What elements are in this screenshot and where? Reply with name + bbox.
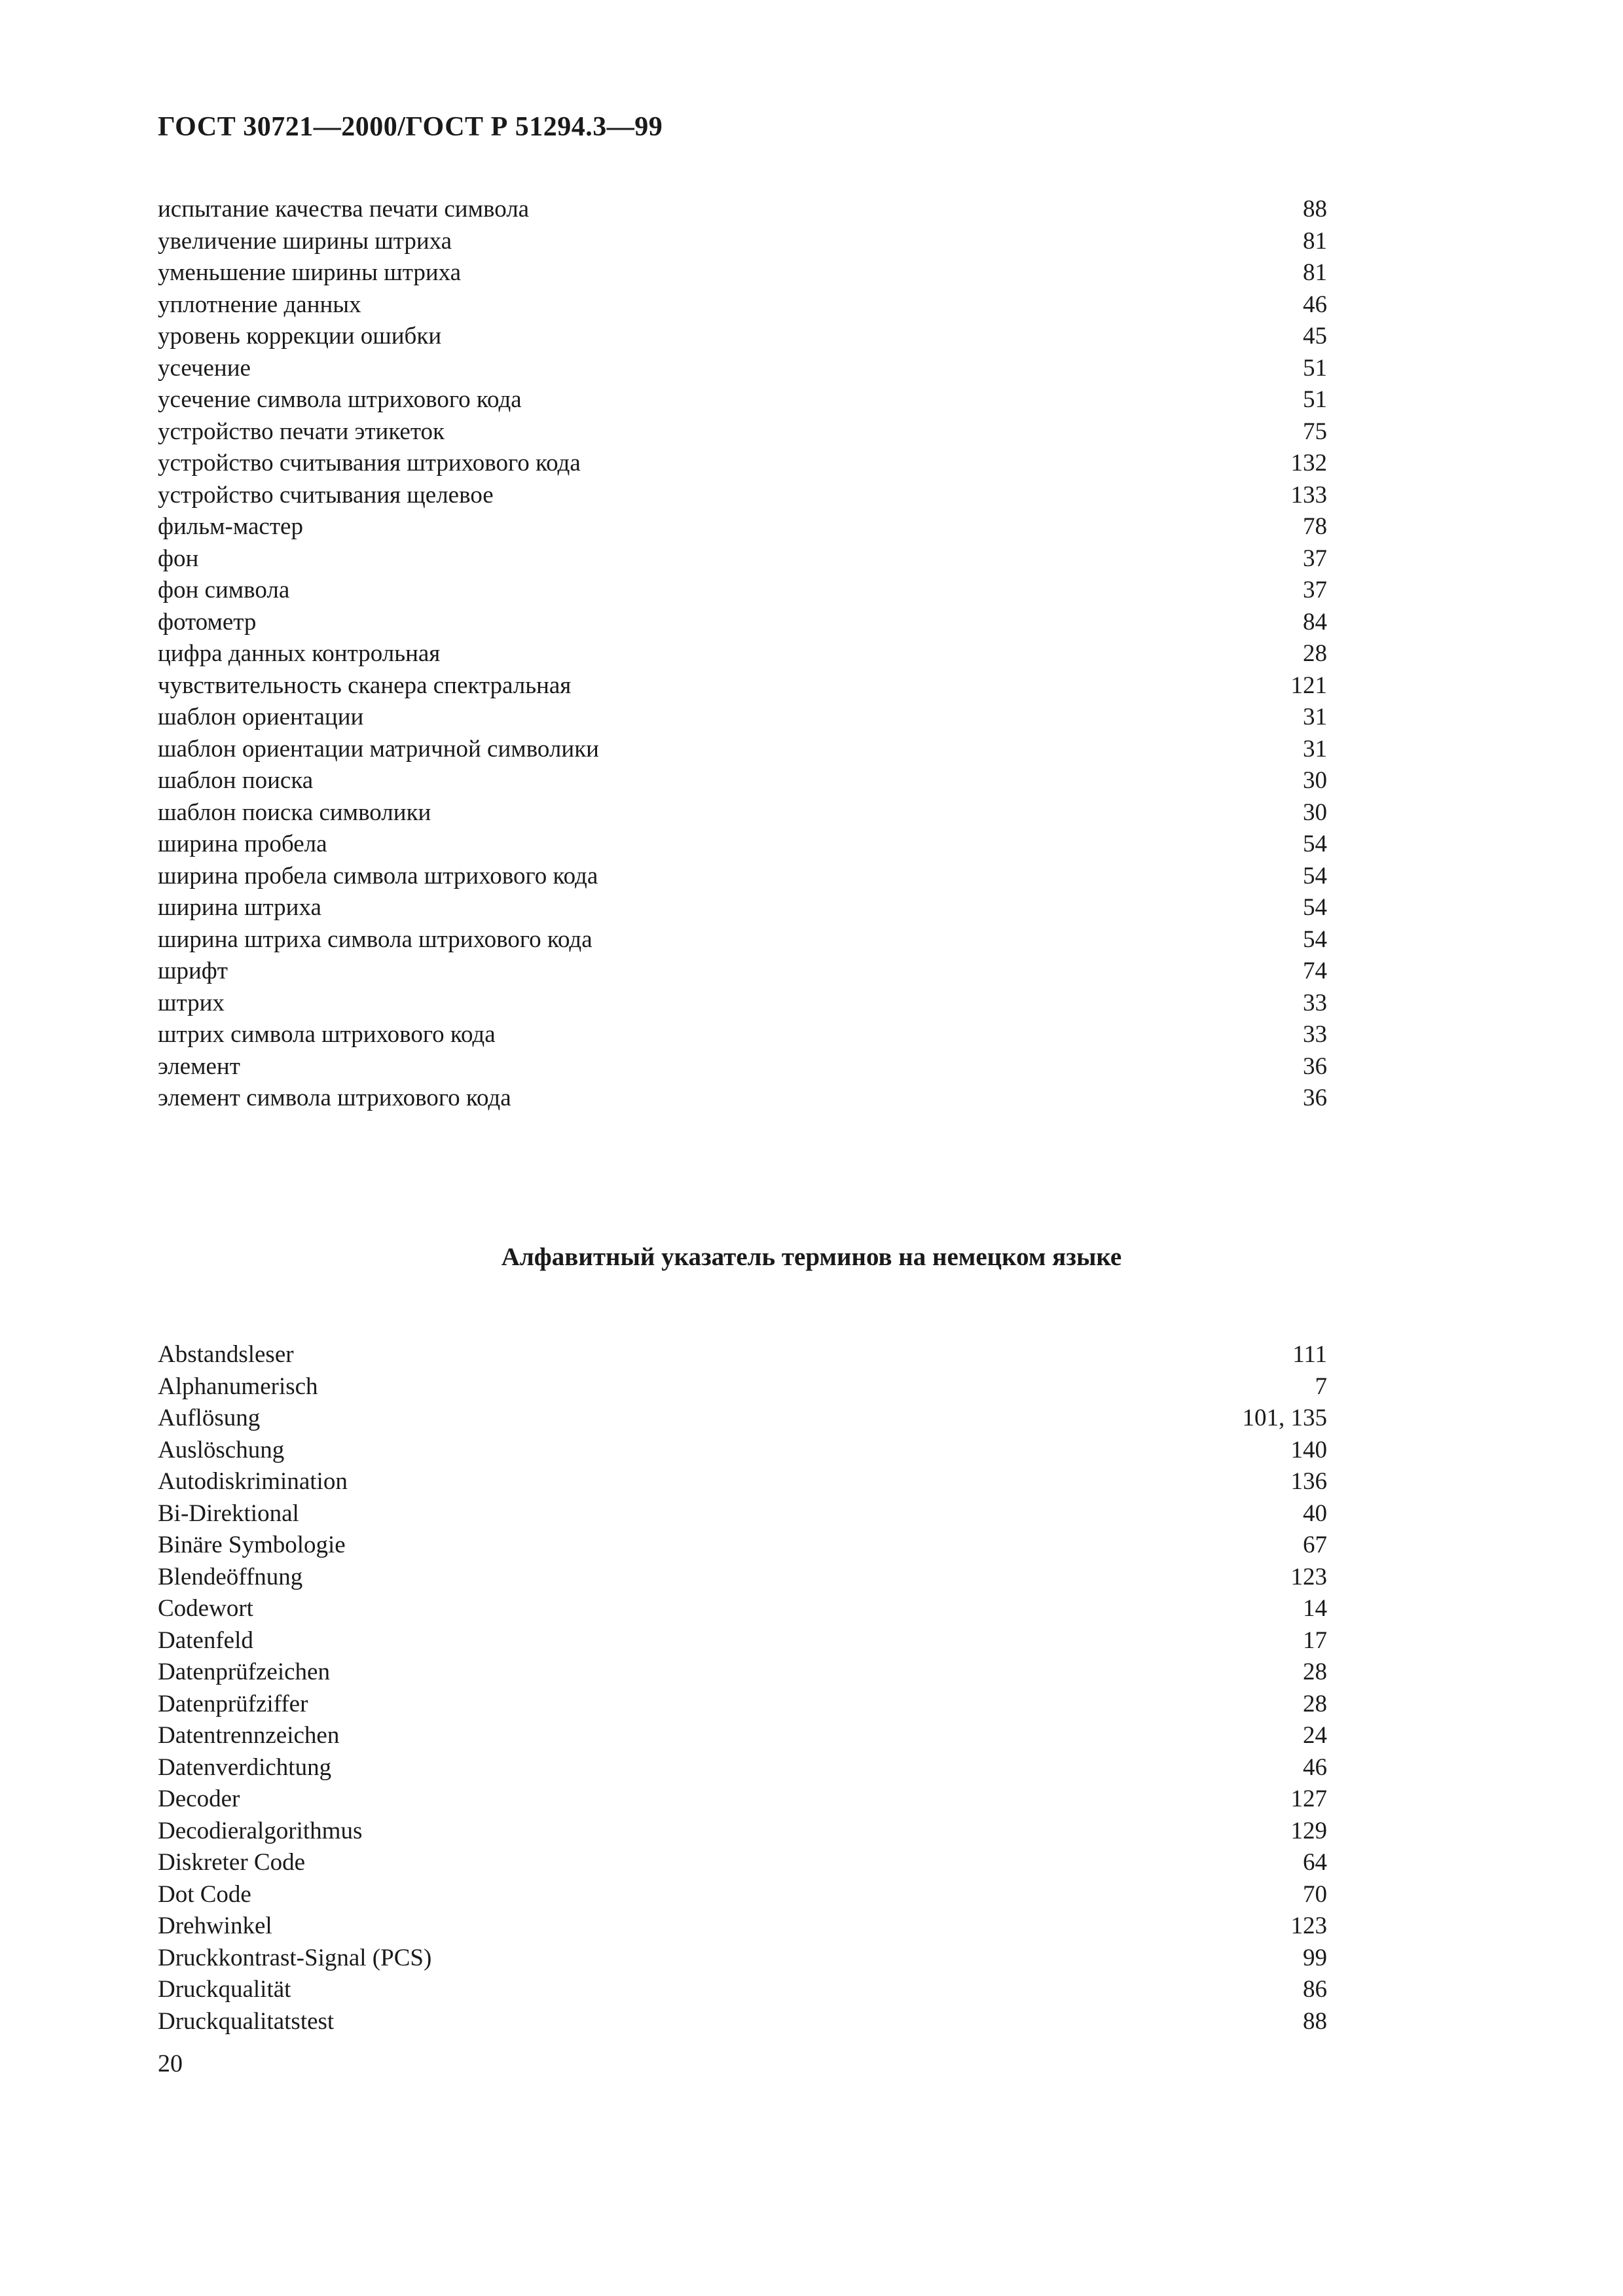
index-page-reference: 75 (1303, 418, 1327, 445)
index-page-reference: 30 (1303, 767, 1327, 794)
index-page-reference: 81 (1303, 227, 1327, 255)
index-entry (158, 638, 1327, 670)
index-entry (158, 1435, 1327, 1467)
index-entry (158, 384, 1327, 416)
index-term: уменьшение ширины штриха (158, 259, 462, 286)
index-entry (158, 765, 1327, 797)
index-term: Datenfeld (158, 1626, 253, 1654)
index-page-reference: 81 (1303, 259, 1327, 286)
index-term: усечение (158, 354, 251, 382)
index-page-reference: 129 (1290, 1817, 1327, 1844)
index-entry (158, 480, 1327, 512)
index-entry (158, 1466, 1327, 1498)
index-entry (158, 1019, 1327, 1051)
german-index-heading: Алфавитный указатель терминов на немецком языке (501, 1243, 1122, 1271)
index-term: Abstandsleser (158, 1341, 294, 1368)
index-page-reference: 133 (1290, 481, 1327, 509)
index-page-reference: 101, 135 (1242, 1405, 1327, 1431)
index-entry (158, 416, 1327, 448)
index-entry (158, 1562, 1327, 1594)
index-entry (158, 1625, 1327, 1657)
index-term: Binäre Symbologie (158, 1532, 346, 1558)
index-page-reference: 36 (1303, 1085, 1327, 1111)
index-term: фотометр (158, 608, 257, 636)
index-page-reference: 70 (1303, 1880, 1327, 1908)
index-page-reference: 111 (1292, 1341, 1327, 1368)
index-page-reference: 36 (1303, 1052, 1327, 1080)
index-entry (158, 511, 1327, 543)
index-page-reference: 132 (1290, 450, 1327, 476)
index-term: Dot Code (158, 1880, 251, 1908)
index-entry (158, 226, 1327, 258)
index-term: Decoder (158, 1785, 240, 1812)
index-term: Druckkontrast-Signal (PCS) (158, 1944, 432, 1971)
index-term: усечение символа штрихового кода (158, 386, 522, 413)
index-term: Datenprüfzeichen (158, 1659, 330, 1685)
index-entry (158, 1816, 1327, 1848)
index-entry (158, 1847, 1327, 1879)
index-page-reference: 7 (1315, 1372, 1327, 1400)
index-page-reference: 28 (1303, 1690, 1327, 1717)
index-page-reference: 78 (1303, 513, 1327, 540)
index-term: шаблон поиска (158, 767, 314, 794)
index-term: шаблон поиска символики (158, 798, 431, 826)
index-page-reference: 33 (1303, 989, 1327, 1016)
index-page-reference: 31 (1303, 735, 1327, 762)
index-entry (158, 1720, 1327, 1752)
index-page-reference: 140 (1290, 1436, 1327, 1463)
index-term: Datenprüfziffer (158, 1690, 308, 1717)
index-entry (158, 607, 1327, 639)
index-entry (158, 956, 1327, 988)
index-page-reference: 54 (1303, 862, 1327, 889)
index-entry (158, 194, 1327, 226)
document-header-title: ГОСТ 30721—2000/ГОСТ Р 51294.3—99 (158, 112, 663, 142)
index-entry (158, 924, 1327, 956)
index-entry (158, 2006, 1327, 2038)
index-term: цифра данных контрольная (158, 640, 441, 667)
index-page-reference: 51 (1303, 386, 1327, 413)
index-term: Diskreter Code (158, 1849, 306, 1876)
index-entry (158, 1530, 1327, 1562)
index-page-reference: 74 (1303, 958, 1327, 984)
index-page-reference: 30 (1303, 798, 1327, 826)
index-page-reference: 31 (1303, 704, 1327, 730)
index-entry (158, 1593, 1327, 1625)
index-entry (158, 1910, 1327, 1943)
index-term: Auslöschung (158, 1436, 285, 1463)
index-term: устройство считывания штрихового кода (158, 450, 581, 476)
index-entry (158, 575, 1327, 607)
index-term: Blendeöffnung (158, 1563, 303, 1590)
index-term: фон (158, 545, 199, 572)
index-page-reference: 64 (1303, 1849, 1327, 1876)
index-page-reference: 123 (1290, 1912, 1327, 1939)
index-term: Druckqualität (158, 1976, 291, 2003)
index-page-reference: 67 (1303, 1532, 1327, 1558)
index-page-reference: 54 (1303, 831, 1327, 857)
index-term: шаблон ориентации (158, 704, 364, 730)
index-term: Bi-Direktional (158, 1499, 299, 1527)
index-entry (158, 1051, 1327, 1083)
index-entry (158, 988, 1327, 1020)
page-number: 20 (158, 2050, 183, 2077)
index-term: ширина штриха символа штрихового кода (158, 925, 593, 953)
index-page-reference: 88 (1303, 2007, 1327, 2035)
index-term: Autodiskrimination (158, 1468, 348, 1495)
index-term: Codewort (158, 1595, 253, 1622)
index-term: испытание качества печати символа (158, 196, 530, 223)
index-entry (158, 1943, 1327, 1975)
index-entry (158, 289, 1327, 321)
index-term: устройство считывания щелевое (158, 481, 494, 509)
index-term: увеличение ширины штриха (158, 227, 452, 255)
index-page-reference: 24 (1303, 1722, 1327, 1749)
index-entry (158, 1403, 1327, 1435)
index-term: чувствительность сканера спектральная (158, 672, 572, 699)
index-entry (158, 1657, 1327, 1689)
index-entry (158, 734, 1327, 766)
index-page-reference: 33 (1303, 1021, 1327, 1048)
german-term-index (158, 1339, 1327, 2037)
index-entry (158, 670, 1327, 702)
index-term: штрих (158, 989, 225, 1016)
index-entry (158, 257, 1327, 289)
index-term: уплотнение данных (158, 291, 361, 318)
index-entry (158, 353, 1327, 385)
index-term: шаблон ориентации матричной символики (158, 735, 599, 762)
index-term: Decodieralgorithmus (158, 1817, 363, 1844)
index-entry (158, 1974, 1327, 2006)
index-page-reference: 28 (1303, 640, 1327, 667)
index-term: элемент (158, 1052, 240, 1080)
index-term: ширина пробела символа штрихового кода (158, 862, 598, 889)
index-page-reference: 123 (1290, 1563, 1327, 1590)
index-term: уровень коррекции ошибки (158, 323, 442, 350)
index-page-reference: 51 (1303, 354, 1327, 382)
index-entry (158, 797, 1327, 829)
index-page-reference: 54 (1303, 925, 1327, 953)
index-entry (158, 543, 1327, 575)
index-page-reference: 46 (1303, 1753, 1327, 1781)
index-entry (158, 1371, 1327, 1403)
index-page-reference: 136 (1290, 1468, 1327, 1495)
index-entry (158, 1879, 1327, 1911)
index-term: фон символа (158, 577, 290, 603)
index-page-reference: 28 (1303, 1659, 1327, 1685)
index-page-reference: 84 (1303, 608, 1327, 636)
index-term: Auflösung (158, 1405, 261, 1431)
index-entry (158, 829, 1327, 861)
index-term: Druckqualitatstest (158, 2007, 335, 2035)
index-page-reference: 121 (1290, 672, 1327, 699)
index-entry (158, 892, 1327, 924)
index-term: штрих символа штрихового кода (158, 1021, 496, 1048)
index-page-reference: 37 (1303, 577, 1327, 603)
index-entry (158, 702, 1327, 734)
index-page-reference: 54 (1303, 894, 1327, 921)
index-term: ширина штриха (158, 894, 321, 921)
index-term: Drehwinkel (158, 1912, 272, 1939)
index-page-reference: 127 (1290, 1785, 1327, 1812)
index-term: устройство печати этикеток (158, 418, 445, 445)
index-entry (158, 1752, 1327, 1784)
index-term: ширина пробела (158, 831, 327, 857)
index-entry (158, 321, 1327, 353)
index-page-reference: 37 (1303, 545, 1327, 572)
index-page-reference: 99 (1303, 1944, 1327, 1971)
index-entry (158, 1498, 1327, 1530)
index-entry (158, 1339, 1327, 1371)
index-page-reference: 40 (1303, 1499, 1327, 1527)
index-term: Datentrennzeichen (158, 1722, 340, 1749)
russian-term-index (158, 194, 1327, 1115)
index-entry (158, 1083, 1327, 1115)
index-page-reference: 86 (1303, 1976, 1327, 2003)
index-term: Datenverdichtung (158, 1753, 332, 1781)
index-entry (158, 448, 1327, 480)
index-page-reference: 45 (1303, 323, 1327, 350)
index-term: Alphanumerisch (158, 1372, 318, 1400)
index-term: элемент символа штрихового кода (158, 1085, 511, 1111)
index-page-reference: 88 (1303, 196, 1327, 223)
index-term: шрифт (158, 958, 228, 984)
index-page-reference: 17 (1303, 1626, 1327, 1654)
index-entry (158, 1784, 1327, 1816)
index-entry (158, 861, 1327, 893)
index-page-reference: 14 (1303, 1595, 1327, 1622)
index-term: фильм-мастер (158, 513, 303, 540)
index-entry (158, 1689, 1327, 1721)
index-page-reference: 46 (1303, 291, 1327, 318)
